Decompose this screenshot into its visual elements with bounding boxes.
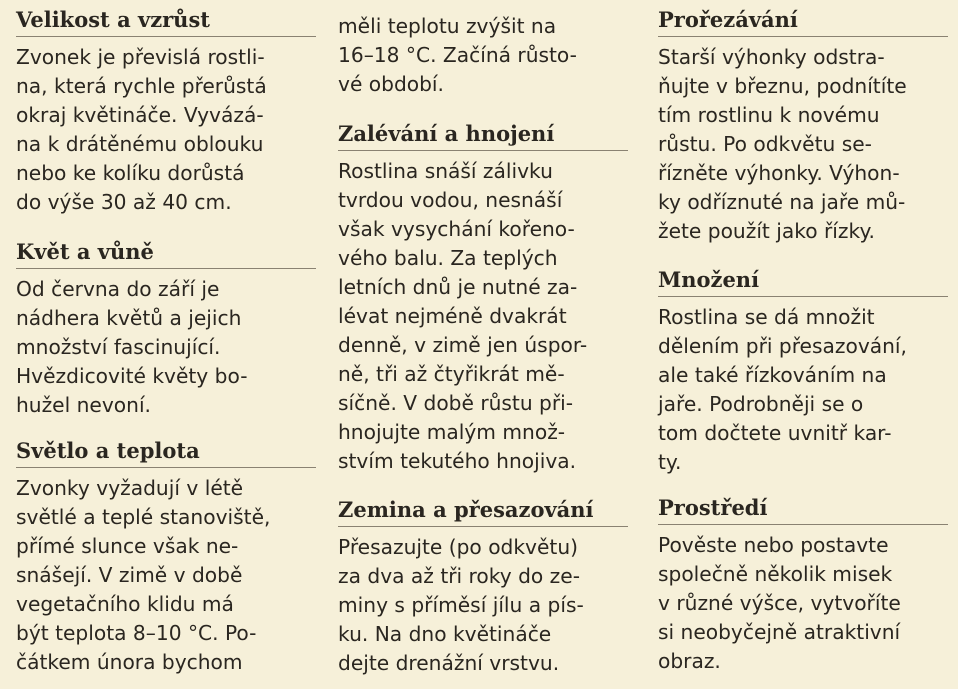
section-heading: Prostředí — [658, 494, 948, 525]
section-heading: Zalévání a hnojení — [338, 120, 628, 151]
section-text: Přesazujte (po odkvětu) za dva až tři roky do ze- miny s příměsí jílu a pís- ku. Na dno květináče dejte drenážní vrstvu. — [338, 535, 584, 675]
section-pruning — [658, 6, 948, 246]
section-text: Rostlina se dá množit dělením při přesazování, ale také řízkováním na jaře. Podrobněji se o tom dočtete uvnitř kar- ty. — [658, 305, 907, 474]
section-text: Zvonky vyžadují v létě světlé a teplé stanoviště, přímé slunce však ne- snášejí. V zimě v době vegetačního klidu má být teplota 8–10 °C. Po- čátkem února bychom — [16, 476, 271, 674]
section-soil-repotting — [338, 496, 628, 678]
section-environment — [658, 494, 948, 676]
section-flower-scent — [16, 238, 316, 420]
section-text: Zvonek je převislá rostli- na, která rychle přerůstá okraj květináče. Vyvázá- na k drátěnému oblouku nebo ke kolíku dorůstá do výše 30 až 40 cm. — [16, 45, 267, 214]
section-heading: Prořezávání — [658, 6, 948, 37]
section-continuation — [338, 12, 628, 99]
section-text: Pověste nebo postavte společně několik misek v různé výšce, vytvoříte si neobyčejně atraktivní obraz. — [658, 533, 901, 673]
section-size-growth — [16, 6, 316, 217]
section-heading: Květ a vůně — [16, 238, 316, 269]
section-text: Starší výhonky odstra- ňujte v březnu, podnítíte tím rostlinu k novému růstu. Po odkvětu se- řízněte výhonky. Výhon- ky odříznuté na jaře mů- žete použít jako řízky. — [658, 45, 907, 243]
section-light-temperature — [16, 437, 316, 677]
section-heading: Světlo a teplota — [16, 437, 316, 468]
section-text: Od června do září je nádhera květů a jejich množství fascinující. Hvězdicovité květy bo- hužel nevoní. — [16, 277, 248, 417]
section-propagation — [658, 266, 948, 477]
section-heading: Zemina a přesazování — [338, 496, 628, 527]
section-heading: Množení — [658, 266, 948, 297]
section-watering-fertilizing — [338, 120, 628, 476]
section-text: měli teplotu zvýšit na 16–18 °C. Začíná růsto- vé období. — [338, 14, 577, 96]
section-heading: Velikost a vzrůst — [16, 6, 316, 37]
section-text: Rostlina snáší zálivku tvrdou vodou, nesnáší však vysychání kořeno- vého balu. Za teplých letních dnů je nutné za- lévat nejméně dvakrát denně, v zimě jen úspor- ně, tři až čtyřikrát mě- síčně. V době růstu při- hnojujte malým množ- stvím tekutého hnojiva. — [338, 159, 588, 473]
